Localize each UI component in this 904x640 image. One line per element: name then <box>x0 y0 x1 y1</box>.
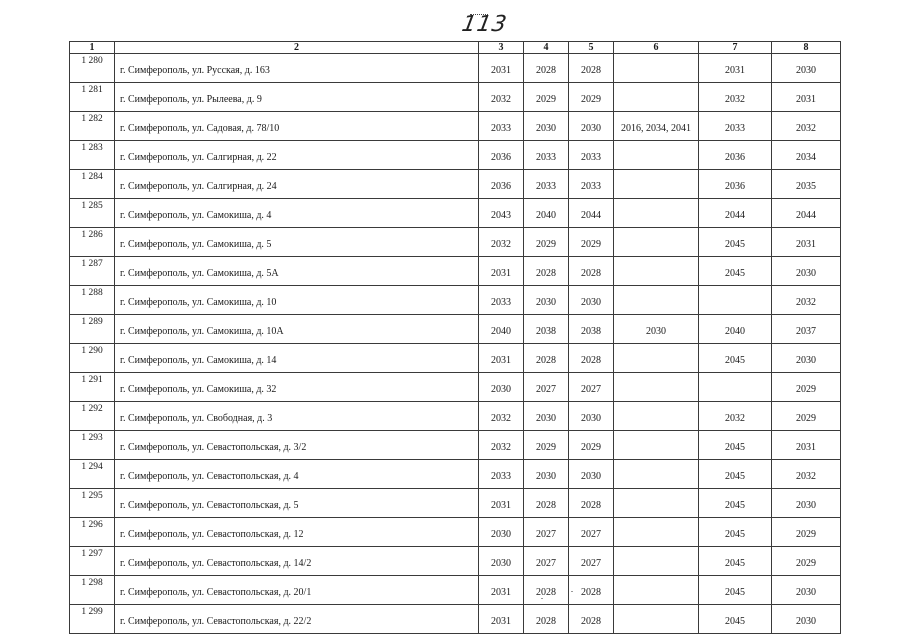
col8-cell: 2030 <box>772 605 841 634</box>
col3-cell: 2032 <box>479 402 524 431</box>
address-cell: г. Симферополь, ул. Севастопольская, д. 5 <box>115 489 479 518</box>
col6-cell <box>614 576 699 605</box>
col3-cell: 2031 <box>479 344 524 373</box>
col4-cell: 2033 <box>524 141 569 170</box>
col3-cell: 2031 <box>479 257 524 286</box>
col8-cell: 2044 <box>772 199 841 228</box>
table-row <box>70 547 841 576</box>
col4-cell: 2028 <box>524 257 569 286</box>
address-cell: г. Симферополь, ул. Севастопольская, д. 14/2 <box>115 547 479 576</box>
col8-cell: 2029 <box>772 518 841 547</box>
address-cell: г. Симферополь, ул. Самокиша, д. 14 <box>115 344 479 373</box>
col6-cell: 2016, 2034, 2041 <box>614 112 699 141</box>
row-number-cell: 1 287 <box>70 257 115 286</box>
col7-cell <box>699 373 772 402</box>
row-number-cell: 1 296 <box>70 518 115 547</box>
address-cell: г. Симферополь, ул. Самокиша, д. 10А <box>115 315 479 344</box>
header-cell-6: 6 <box>614 42 699 54</box>
col7-cell: 2045 <box>699 344 772 373</box>
table-row <box>70 431 841 460</box>
col3-cell: 2031 <box>479 54 524 83</box>
col5-cell: 2028 <box>569 54 614 83</box>
col3-cell: 2031 <box>479 605 524 634</box>
address-cell: г. Симферополь, ул. Свободная, д. 3 <box>115 402 479 431</box>
col5-cell: 2038 <box>569 315 614 344</box>
col7-cell: 2045 <box>699 576 772 605</box>
col8-cell: 2034 <box>772 141 841 170</box>
row-number-cell: 1 292 <box>70 402 115 431</box>
col3-cell: 2033 <box>479 286 524 315</box>
col5-cell: 2033 <box>569 141 614 170</box>
row-number-cell: 1 295 <box>70 489 115 518</box>
col4-cell: 2028 <box>524 54 569 83</box>
col7-cell: 2045 <box>699 489 772 518</box>
col8-cell: 2031 <box>772 228 841 257</box>
col7-cell: 2045 <box>699 605 772 634</box>
row-number-cell: 1 285 <box>70 199 115 228</box>
col6-cell <box>614 489 699 518</box>
address-cell: г. Симферополь, ул. Севастопольская, д. 12 <box>115 518 479 547</box>
address-cell: г. Симферополь, ул. Русская, д. 163 <box>115 54 479 83</box>
col5-cell: 2030 <box>569 286 614 315</box>
col7-cell: 2032 <box>699 83 772 112</box>
col7-cell: 2031 <box>699 54 772 83</box>
col5-cell: 2028 <box>569 489 614 518</box>
address-cell: г. Симферополь, ул. Салгирная, д. 22 <box>115 141 479 170</box>
col4-cell: 2029 <box>524 83 569 112</box>
col7-cell: 2036 <box>699 141 772 170</box>
col8-cell: 2030 <box>772 54 841 83</box>
row-number-cell: 1 290 <box>70 344 115 373</box>
col8-cell: 2029 <box>772 373 841 402</box>
header-cell-1: 1 <box>70 42 115 54</box>
row-number-cell: 1 291 <box>70 373 115 402</box>
table-row <box>70 315 841 344</box>
col6-cell <box>614 54 699 83</box>
header-cell-2: 2 <box>115 42 479 54</box>
col7-cell: 2045 <box>699 431 772 460</box>
col6-cell <box>614 228 699 257</box>
col3-cell: 2032 <box>479 228 524 257</box>
table-row <box>70 576 841 605</box>
col8-cell: 2029 <box>772 402 841 431</box>
col5-cell: 2044 <box>569 199 614 228</box>
table-row <box>70 257 841 286</box>
col4-cell: 2029 <box>524 431 569 460</box>
col5-cell: 2028 <box>569 605 614 634</box>
col3-cell: 2032 <box>479 431 524 460</box>
address-cell: г. Симферополь, ул. Севастопольская, д. 20/1 <box>115 576 479 605</box>
col4-cell: 2038 <box>524 315 569 344</box>
col7-cell: 2045 <box>699 257 772 286</box>
address-cell: г. Симферополь, ул. Самокиша, д. 32 <box>115 373 479 402</box>
row-number-cell: 1 299 <box>70 605 115 634</box>
row-number-cell: 1 284 <box>70 170 115 199</box>
table-row <box>70 605 841 634</box>
col4-cell: 2027 <box>524 518 569 547</box>
col7-cell: 2033 <box>699 112 772 141</box>
col6-cell <box>614 460 699 489</box>
table-header <box>70 42 841 54</box>
col3-cell: 2030 <box>479 518 524 547</box>
table-row <box>70 460 841 489</box>
col8-cell: 2030 <box>772 576 841 605</box>
col3-cell: 2043 <box>479 199 524 228</box>
table-row <box>70 344 841 373</box>
col6-cell <box>614 170 699 199</box>
col4-cell: 2027 <box>524 373 569 402</box>
col7-cell: 2040 <box>699 315 772 344</box>
col6-cell <box>614 373 699 402</box>
scan-artifact <box>571 591 573 592</box>
col4-cell: 2028 <box>524 489 569 518</box>
col8-cell: 2030 <box>772 257 841 286</box>
col3-cell: 2031 <box>479 489 524 518</box>
col3-cell: 2036 <box>479 141 524 170</box>
col7-cell: 2045 <box>699 460 772 489</box>
col6-cell <box>614 141 699 170</box>
header-cell-3: 3 <box>479 42 524 54</box>
header-row <box>70 42 841 54</box>
row-number-cell: 1 286 <box>70 228 115 257</box>
col7-cell: 2036 <box>699 170 772 199</box>
col8-cell: 2035 <box>772 170 841 199</box>
col4-cell: 2030 <box>524 112 569 141</box>
row-number-cell: 1 293 <box>70 431 115 460</box>
col5-cell: 2030 <box>569 460 614 489</box>
address-cell: г. Симферополь, ул. Севастопольская, д. 3/2 <box>115 431 479 460</box>
col5-cell: 2029 <box>569 83 614 112</box>
col7-cell: 2044 <box>699 199 772 228</box>
col7-cell: 2045 <box>699 547 772 576</box>
table-row <box>70 489 841 518</box>
col7-cell: 2045 <box>699 228 772 257</box>
col8-cell: 2030 <box>772 489 841 518</box>
col6-cell: 2030 <box>614 315 699 344</box>
row-number-cell: 1 288 <box>70 286 115 315</box>
col4-cell: 2027 <box>524 547 569 576</box>
col5-cell: 2027 <box>569 373 614 402</box>
table-row <box>70 141 841 170</box>
address-cell: г. Симферополь, ул. Садовая, д. 78/10 <box>115 112 479 141</box>
col3-cell: 2033 <box>479 460 524 489</box>
address-cell: г. Симферополь, ул. Севастопольская, д. 22/2 <box>115 605 479 634</box>
header-cell-4: 4 <box>524 42 569 54</box>
col8-cell: 2037 <box>772 315 841 344</box>
table-row <box>70 286 841 315</box>
table-body <box>70 54 841 634</box>
col3-cell: 2040 <box>479 315 524 344</box>
row-number-cell: 1 297 <box>70 547 115 576</box>
table-row <box>70 199 841 228</box>
table-row <box>70 402 841 431</box>
col6-cell <box>614 286 699 315</box>
table-row <box>70 228 841 257</box>
col6-cell <box>614 83 699 112</box>
row-number-cell: 1 282 <box>70 112 115 141</box>
col4-cell: 2028 <box>524 344 569 373</box>
address-cell: г. Симферополь, ул. Самокиша, д. 5А <box>115 257 479 286</box>
col5-cell: 2028 <box>569 257 614 286</box>
col4-cell: 2030 <box>524 460 569 489</box>
row-number-cell: 1 298 <box>70 576 115 605</box>
row-number-cell: 1 280 <box>70 54 115 83</box>
col4-cell: 2030 <box>524 402 569 431</box>
col4-cell: 2030 <box>524 286 569 315</box>
row-number-cell: 1 281 <box>70 83 115 112</box>
col6-cell <box>614 431 699 460</box>
col5-cell: 2027 <box>569 518 614 547</box>
col6-cell <box>614 402 699 431</box>
table-row <box>70 518 841 547</box>
table-row <box>70 83 841 112</box>
col6-cell <box>614 605 699 634</box>
col8-cell: 2031 <box>772 431 841 460</box>
col4-cell: 2040 <box>524 199 569 228</box>
col3-cell: 2036 <box>479 170 524 199</box>
col3-cell: 2030 <box>479 373 524 402</box>
col3-cell: 2030 <box>479 547 524 576</box>
address-cell: г. Симферополь, ул. Севастопольская, д. 4 <box>115 460 479 489</box>
header-cell-7: 7 <box>699 42 772 54</box>
col4-cell: 2028 <box>524 576 569 605</box>
col7-cell: 2045 <box>699 518 772 547</box>
address-cell: г. Симферополь, ул. Самокиша, д. 5 <box>115 228 479 257</box>
col3-cell: 2033 <box>479 112 524 141</box>
table-row <box>70 170 841 199</box>
col6-cell <box>614 199 699 228</box>
col8-cell: 2030 <box>772 344 841 373</box>
address-cell: г. Симферополь, ул. Самокиша, д. 4 <box>115 199 479 228</box>
col5-cell: 2028 <box>569 576 614 605</box>
col5-cell: 2030 <box>569 112 614 141</box>
col5-cell: 2029 <box>569 431 614 460</box>
col8-cell: 2031 <box>772 83 841 112</box>
scan-artifact <box>541 598 543 599</box>
header-cell-8: 8 <box>772 42 841 54</box>
col6-cell <box>614 547 699 576</box>
header-cell-5: 5 <box>569 42 614 54</box>
col5-cell: 2027 <box>569 547 614 576</box>
address-cell: г. Симферополь, ул. Салгирная, д. 24 <box>115 170 479 199</box>
col7-cell <box>699 286 772 315</box>
table-row <box>70 112 841 141</box>
housing-register-table <box>69 41 841 634</box>
col5-cell: 2030 <box>569 402 614 431</box>
col8-cell: 2032 <box>772 286 841 315</box>
row-number-cell: 1 283 <box>70 141 115 170</box>
table-row <box>70 54 841 83</box>
address-cell: г. Симферополь, ул. Самокиша, д. 10 <box>115 286 479 315</box>
col6-cell <box>614 257 699 286</box>
table-row <box>70 373 841 402</box>
col4-cell: 2033 <box>524 170 569 199</box>
row-number-cell: 1 294 <box>70 460 115 489</box>
col6-cell <box>614 344 699 373</box>
col3-cell: 2032 <box>479 83 524 112</box>
col4-cell: 2029 <box>524 228 569 257</box>
page-number: 113 <box>459 12 510 37</box>
col8-cell: 2032 <box>772 460 841 489</box>
col4-cell: 2028 <box>524 605 569 634</box>
address-cell: г. Симферополь, ул. Рылеева, д. 9 <box>115 83 479 112</box>
col7-cell: 2032 <box>699 402 772 431</box>
col5-cell: 2029 <box>569 228 614 257</box>
col8-cell: 2029 <box>772 547 841 576</box>
row-number-cell: 1 289 <box>70 315 115 344</box>
col5-cell: 2028 <box>569 344 614 373</box>
col5-cell: 2033 <box>569 170 614 199</box>
col6-cell <box>614 518 699 547</box>
col3-cell: 2031 <box>479 576 524 605</box>
col8-cell: 2032 <box>772 112 841 141</box>
